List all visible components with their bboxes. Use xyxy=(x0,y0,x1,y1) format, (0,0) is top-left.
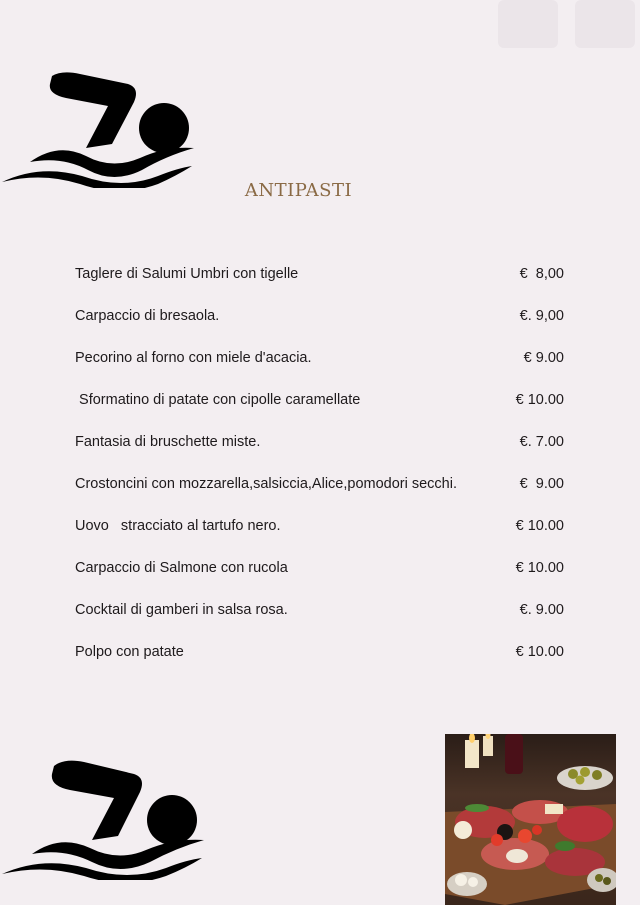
menu-item xyxy=(75,304,575,346)
dish-name: Polpo con patate xyxy=(75,644,184,660)
dish-price: €. 7.00 xyxy=(519,434,564,450)
faded-decoration xyxy=(498,0,558,48)
dish-price: € 10.00 xyxy=(515,560,564,576)
antipasto-platter-photo xyxy=(445,734,616,905)
dish-price: € 10.00 xyxy=(515,392,564,408)
dish-name: Crostoncini con mozzarella,salsiccia,Alice,pomodori secchi. xyxy=(75,476,457,492)
dish-name: Sformatino di patate con cipolle caramellate xyxy=(75,392,361,408)
section-title: ANTIPASTI xyxy=(244,180,353,201)
menu-item xyxy=(75,388,575,430)
dish-name: Fantasia di bruschette miste. xyxy=(75,434,261,450)
menu-item xyxy=(75,640,575,682)
swimmer-icon xyxy=(0,754,206,880)
menu-item xyxy=(75,346,575,388)
dish-price: € 8,00 xyxy=(519,266,564,282)
dish-name: Uovo stracciato al tartufo nero. xyxy=(75,518,281,534)
dish-price: € 10.00 xyxy=(515,644,564,660)
menu-item xyxy=(75,472,575,514)
dish-name: Cocktail di gamberi in salsa rosa. xyxy=(75,602,288,618)
dish-price: € 10.00 xyxy=(515,518,564,534)
dish-name: Carpaccio di bresaola. xyxy=(75,308,220,324)
dish-price: €. 9,00 xyxy=(519,308,564,324)
faded-decoration xyxy=(575,0,635,48)
dish-price: € 9.00 xyxy=(523,350,564,366)
dish-price: €. 9.00 xyxy=(519,602,564,618)
dish-name: Carpaccio di Salmone con rucola xyxy=(75,560,288,576)
dish-price: € 9.00 xyxy=(519,476,564,492)
menu-item xyxy=(75,556,575,598)
menu-item xyxy=(75,262,575,304)
menu-list xyxy=(75,262,575,682)
menu-item xyxy=(75,514,575,556)
swimmer-icon xyxy=(0,66,196,188)
menu-item xyxy=(75,430,575,472)
dish-name: Pecorino al forno con miele d'acacia. xyxy=(75,350,312,366)
menu-item xyxy=(75,598,575,640)
dish-name: Taglere di Salumi Umbri con tigelle xyxy=(75,266,299,282)
